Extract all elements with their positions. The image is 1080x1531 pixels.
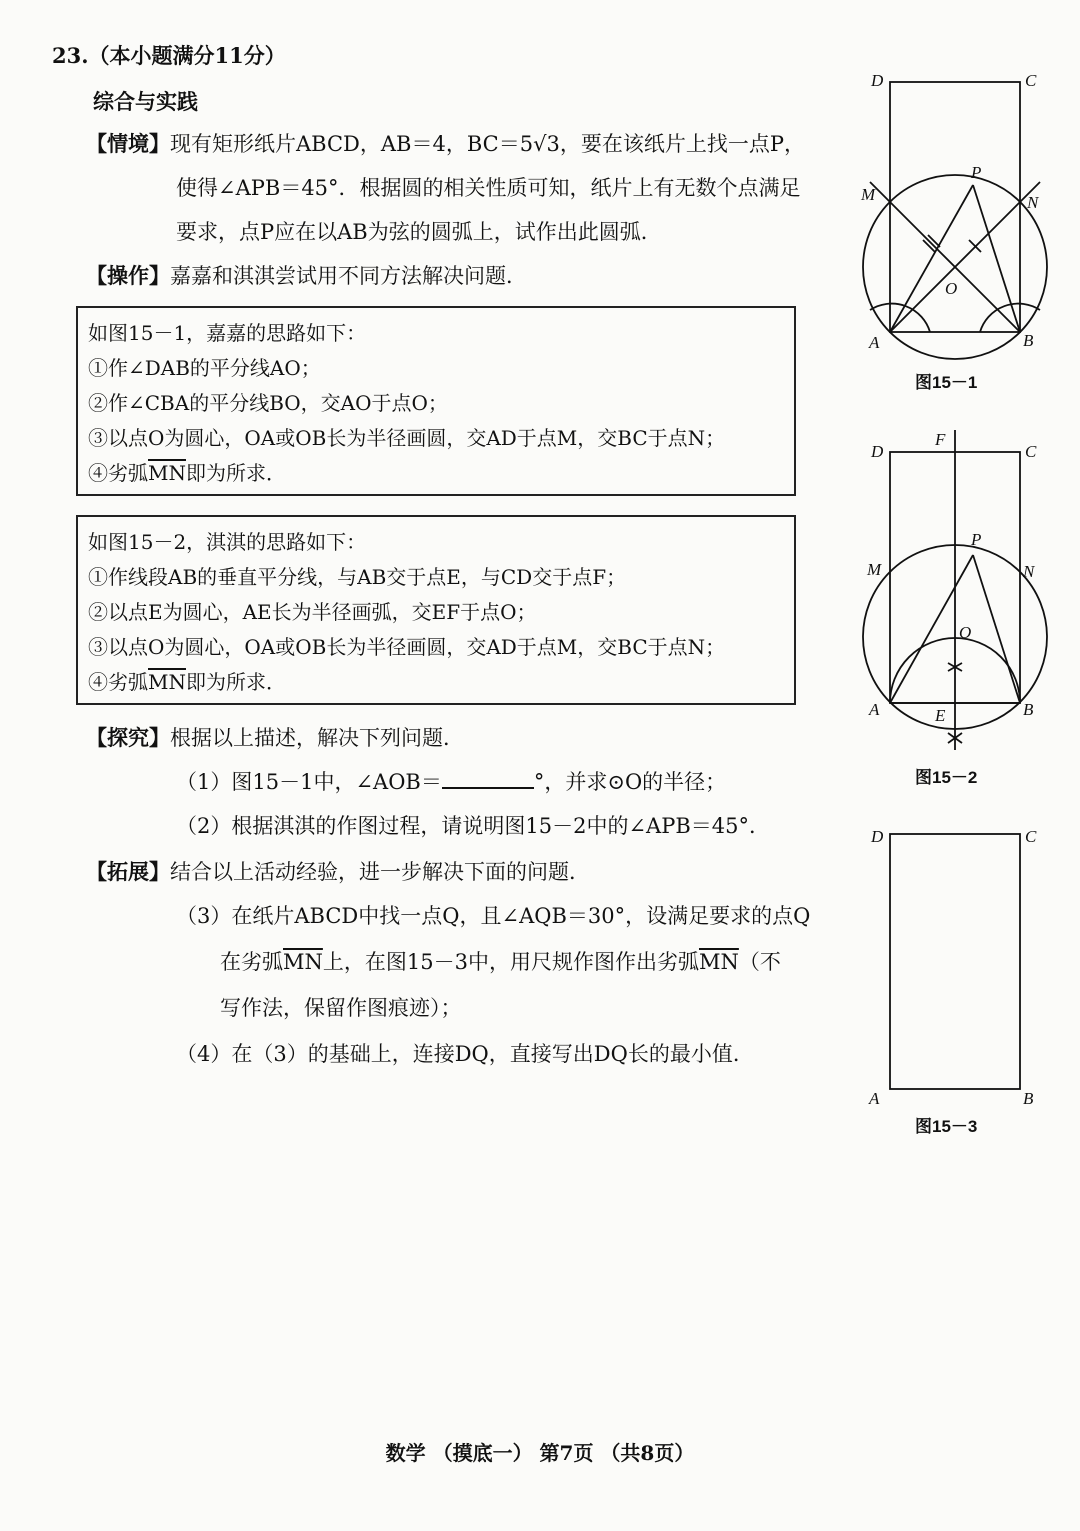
fig2-label-f: F — [935, 430, 946, 449]
extend-text: 结合以上活动经验，进一步解决下面的问题． — [170, 860, 590, 884]
fig2-label-m: M — [867, 560, 882, 579]
question-4: （4）在（3）的基础上，连接DQ，直接写出DQ长的最小值． — [176, 1042, 754, 1066]
fig2-label-d: D — [871, 442, 884, 461]
fig1-label-b: B — [1023, 331, 1034, 350]
fig1-label-m: M — [861, 185, 876, 204]
arc-mn: $\overline{MN}$ — [698, 950, 739, 974]
fig2-label-e: E — [935, 706, 946, 725]
fig3-label-b: B — [1023, 1089, 1034, 1108]
fig3-caption: 图15－3 — [915, 1117, 978, 1136]
fig2-label-p: P — [971, 530, 982, 549]
fig2-label-n: N — [1023, 562, 1035, 581]
arc-mn: $\overline{MN}$ — [148, 461, 186, 485]
operation-text: 嘉嘉和淇淇尝试用不同方法解决问题． — [170, 264, 527, 288]
fig1-label-d: D — [871, 71, 884, 90]
operation-tag: 【操作】 — [86, 263, 170, 288]
jiajia-method-box — [76, 306, 796, 496]
explore-text: 根据以上描述，解决下列问题． — [170, 726, 464, 750]
extend-tag: 【拓展】 — [86, 859, 170, 884]
explore-line — [86, 724, 464, 752]
question-3-line-2: 在劣弧$\overline{MN}$上，在图15－3中，用尺规作图作出劣弧$\overline{MN}$（不 — [220, 950, 781, 974]
fig3-label-a: A — [869, 1089, 880, 1108]
question-subtitle: 综合与实践 — [93, 89, 198, 114]
operation-line — [86, 262, 527, 290]
fig1-label-c: C — [1025, 71, 1037, 90]
line-bp — [973, 555, 1020, 703]
fig1-label-a: A — [869, 333, 880, 352]
box1-line-3: ③以点O为圆心，OA或OB长为半径画圆，交AD于点M，交BC于点N； — [88, 426, 726, 450]
box1-line-1: ①作∠DAB的平分线AO； — [88, 356, 321, 380]
situation-text-1: 现有矩形纸片ABCD，AB＝4，BC＝5√3，要在该纸片上找一点P， — [170, 132, 805, 156]
qiqi-method-box — [76, 515, 796, 705]
question-number: 23.（本小题满分11分） — [52, 43, 286, 68]
arc-mn: $\overline{MN}$ — [148, 670, 186, 694]
box2-line-3: ③以点O为圆心，OA或OB长为半径画圆，交AD于点M，交BC于点N； — [88, 635, 726, 659]
box2-line-0: 如图15－2，淇淇的思路如下： — [88, 530, 367, 554]
fig2-label-o: O — [959, 623, 972, 642]
figure-15-2 — [855, 425, 1060, 755]
box1-line-4: ④劣弧$\overline{MN}$即为所求． — [88, 461, 286, 485]
fig2-caption: 图15－2 — [915, 768, 978, 787]
question-1: （1）图15－1中，∠AOB＝ °，并求⊙O的半径； — [176, 770, 727, 794]
fig1-caption: 图15－1 — [915, 373, 978, 392]
box1-line-0: 如图15－1，嘉嘉的思路如下： — [88, 321, 367, 345]
fig1-label-n: N — [1027, 193, 1039, 212]
fig1-label-p: P — [971, 163, 982, 182]
fig3-label-c: C — [1025, 827, 1037, 846]
explore-tag: 【探究】 — [86, 725, 170, 750]
rectangle-abcd — [890, 834, 1020, 1089]
fig2-label-c: C — [1025, 442, 1037, 461]
extend-line — [86, 858, 590, 886]
figure-15-1 — [855, 70, 1060, 370]
box2-line-2: ②以点E为圆心，AE长为半径画弧，交EF于点O； — [88, 600, 537, 624]
situation-line-3: 要求，点P应在以AB为弦的圆弧上，试作出此圆弧． — [176, 220, 662, 244]
question-3-line-1: （3）在纸片ABCD中找一点Q，且∠AQB＝30°，设满足要求的点Q — [176, 904, 811, 928]
fig2-label-a: A — [869, 700, 880, 719]
question-2: （2）根据淇淇的作图过程，请说明图15－2中的∠APB＝45°． — [176, 814, 770, 838]
fig1-label-o: O — [945, 279, 958, 298]
situation-line-1 — [86, 130, 805, 158]
fig2-label-b: B — [1023, 700, 1034, 719]
answer-blank[interactable] — [442, 769, 534, 789]
figure-15-3 — [855, 820, 1060, 1110]
fig3-label-d: D — [871, 827, 884, 846]
box2-line-1: ①作线段AB的垂直平分线，与AB交于点E，与CD交于点F； — [88, 565, 627, 589]
situation-tag: 【情境】 — [86, 131, 170, 156]
page-footer: 数学 （摸底一） 第7页 （共8页） — [385, 1441, 695, 1465]
situation-line-2: 使得∠APB＝45°．根据圆的相关性质可知，纸片上有无数个点满足 — [176, 176, 801, 200]
question-3-line-3: 写作法，保留作图痕迹）； — [220, 996, 462, 1020]
arc-mn: $\overline{MN}$ — [283, 950, 323, 974]
line-ap — [890, 185, 973, 332]
box2-line-4: ④劣弧$\overline{MN}$即为所求． — [88, 670, 286, 694]
box1-line-2: ②作∠CBA的平分线BO，交AO于点O； — [88, 391, 448, 415]
